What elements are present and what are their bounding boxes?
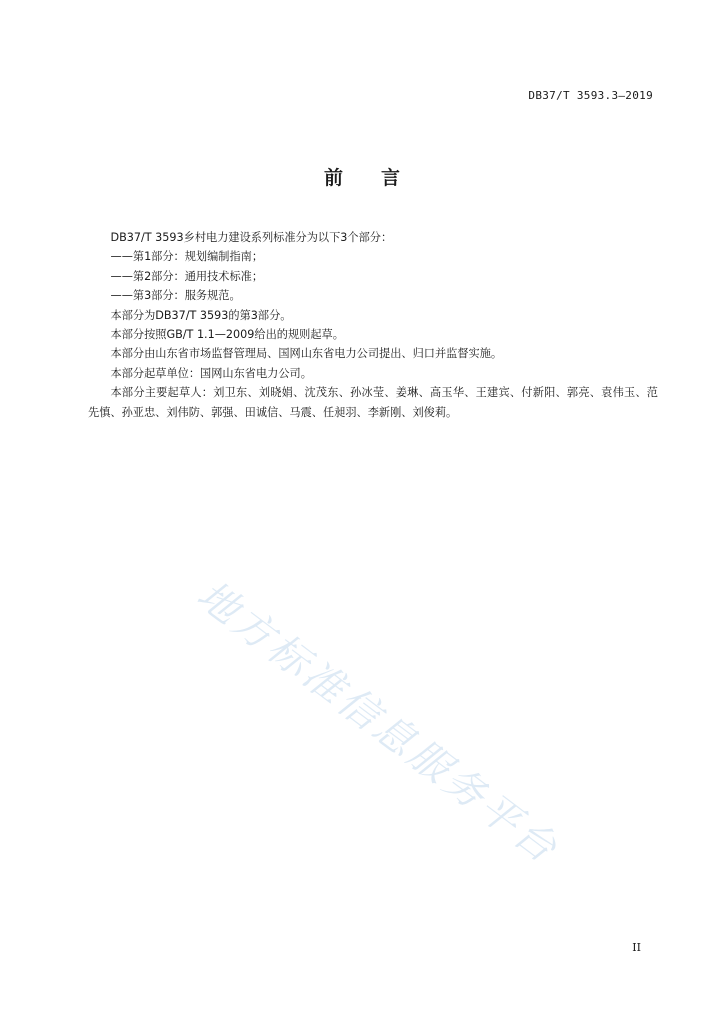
list-item-part-2: ——第2部分：通用技术标准； xyxy=(110,269,264,283)
document-code: DB37/T 3593.3—2019 xyxy=(528,89,653,102)
paragraph-drafting-rules: 本部分按照GB/T 1.1—2009给出的规则起草。 xyxy=(110,328,344,342)
page-title: 前言 xyxy=(323,167,438,189)
list-item-part-3: ——第3部分：服务规范。 xyxy=(110,289,241,303)
paragraph-drafting-unit: 本部分起草单位：国网山东省电力公司。 xyxy=(110,366,312,380)
paragraph-intro: DB37/T 3593乡村电力建设系列标准分为以下3个部分： xyxy=(110,231,393,244)
watermark: 地方标准信息服务平台 xyxy=(188,572,568,874)
paragraph-drafters: 本部分主要起草人：刘卫东、刘晓娟、沈茂东、孙冰莹、姜琳、高玉华、王建宾、付新阳、郭亮、袁伟玉、范先慎、孙亚忠、刘伟防、郭强、田诚信、马震、任昶羽、李新刚、刘俊莉。 xyxy=(88,386,658,419)
page-number: II xyxy=(632,941,641,954)
foreword-body xyxy=(88,228,658,422)
paragraph-part-number: 本部分为DB37/T 3593的第3部分。 xyxy=(110,308,292,322)
list-item-part-1: ——第1部分：规划编制指南； xyxy=(110,250,264,264)
paragraph-proposer: 本部分由山东省市场监督管理局、国网山东省电力公司提出、归口并监督实施。 xyxy=(110,347,503,361)
